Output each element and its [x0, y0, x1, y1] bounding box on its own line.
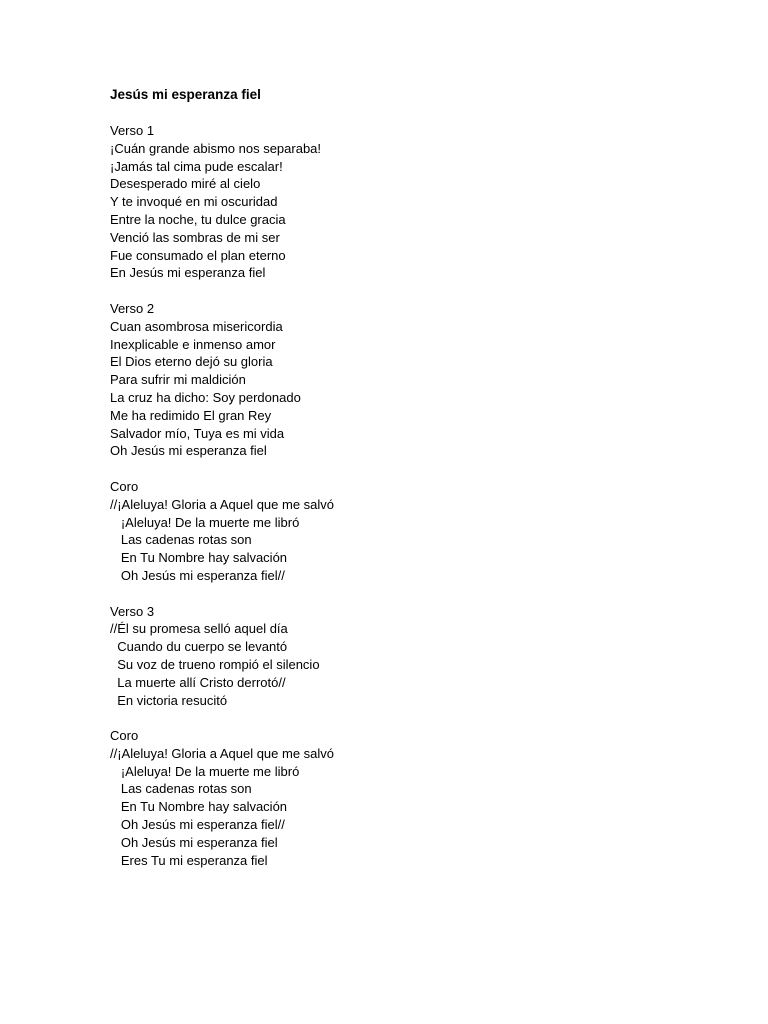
lyric-line: Oh Jesús mi esperanza fiel// [110, 817, 285, 833]
lyric-line: Salvador mío, Tuya es mi vida [110, 425, 285, 441]
song-title: Jesús mi esperanza fiel [110, 87, 261, 102]
section-verse-1 [110, 122, 710, 282]
lyric-line: ¡Cuán grande abismo nos separaba! [110, 140, 322, 156]
lyric-line: //¡Aleluya! Gloria a Aquel que me salvó [110, 745, 335, 761]
section-chorus-2 [110, 727, 710, 869]
section-heading: Verso 3 [110, 603, 155, 619]
lyric-line: Para sufrir mi maldición [110, 372, 246, 388]
lyric-line: //Él su promesa selló aquel día [110, 621, 288, 637]
section-heading: Coro [110, 478, 139, 494]
title-spacer [110, 104, 710, 122]
lyric-line: //¡Aleluya! Gloria a Aquel que me salvó [110, 496, 335, 512]
lyric-line: La muerte allí Cristo derrotó// [110, 674, 286, 690]
section-heading: Coro [110, 728, 139, 744]
lyric-line: En victoria resucitó [110, 692, 228, 708]
lyric-line: La cruz ha dicho: Soy perdonado [110, 389, 301, 405]
lyric-line: Oh Jesús mi esperanza fiel [110, 834, 278, 850]
lyric-line: Las cadenas rotas son [110, 781, 252, 797]
lyric-line: Desesperado miré al cielo [110, 176, 261, 192]
lyric-line: Las cadenas rotas son [110, 532, 252, 548]
section-heading: Verso 2 [110, 300, 155, 316]
lyric-line: El Dios eterno dejó su gloria [110, 354, 273, 370]
lyric-line: Cuando du cuerpo se levantó [110, 639, 288, 655]
lyric-line: En Jesús mi esperanza fiel [110, 265, 266, 281]
lyric-line: Su voz de trueno rompió el silencio [110, 656, 320, 672]
lyric-line: Fue consumado el plan eterno [110, 247, 286, 263]
document-page [110, 86, 710, 869]
lyric-line: Oh Jesús mi esperanza fiel [110, 443, 267, 459]
lyric-line: Y te invoqué en mi oscuridad [110, 194, 278, 210]
lyric-line: ¡Aleluya! De la muerte me libró [110, 514, 300, 530]
section-chorus-1 [110, 478, 710, 585]
lyric-line: Oh Jesús mi esperanza fiel// [110, 567, 285, 583]
lyric-line: Eres Tu mi esperanza fiel [110, 852, 268, 868]
section-heading: Verso 1 [110, 123, 155, 138]
lyric-line: En Tu Nombre hay salvación [110, 550, 288, 566]
section-verse-3 [110, 603, 710, 710]
lyric-line: ¡Aleluya! De la muerte me libró [110, 763, 300, 779]
section-verse-2 [110, 300, 710, 460]
lyric-line: Entre la noche, tu dulce gracia [110, 211, 286, 227]
lyric-line: En Tu Nombre hay salvación [110, 799, 288, 815]
lyric-line: Cuan asombrosa misericordia [110, 318, 283, 334]
lyric-line: Me ha redimido El gran Rey [110, 407, 272, 423]
lyric-line: Inexplicable e inmenso amor [110, 336, 276, 352]
lyric-line: ¡Jamás tal cima pude escalar! [110, 158, 283, 174]
lyric-line: Venció las sombras de mi ser [110, 229, 280, 245]
